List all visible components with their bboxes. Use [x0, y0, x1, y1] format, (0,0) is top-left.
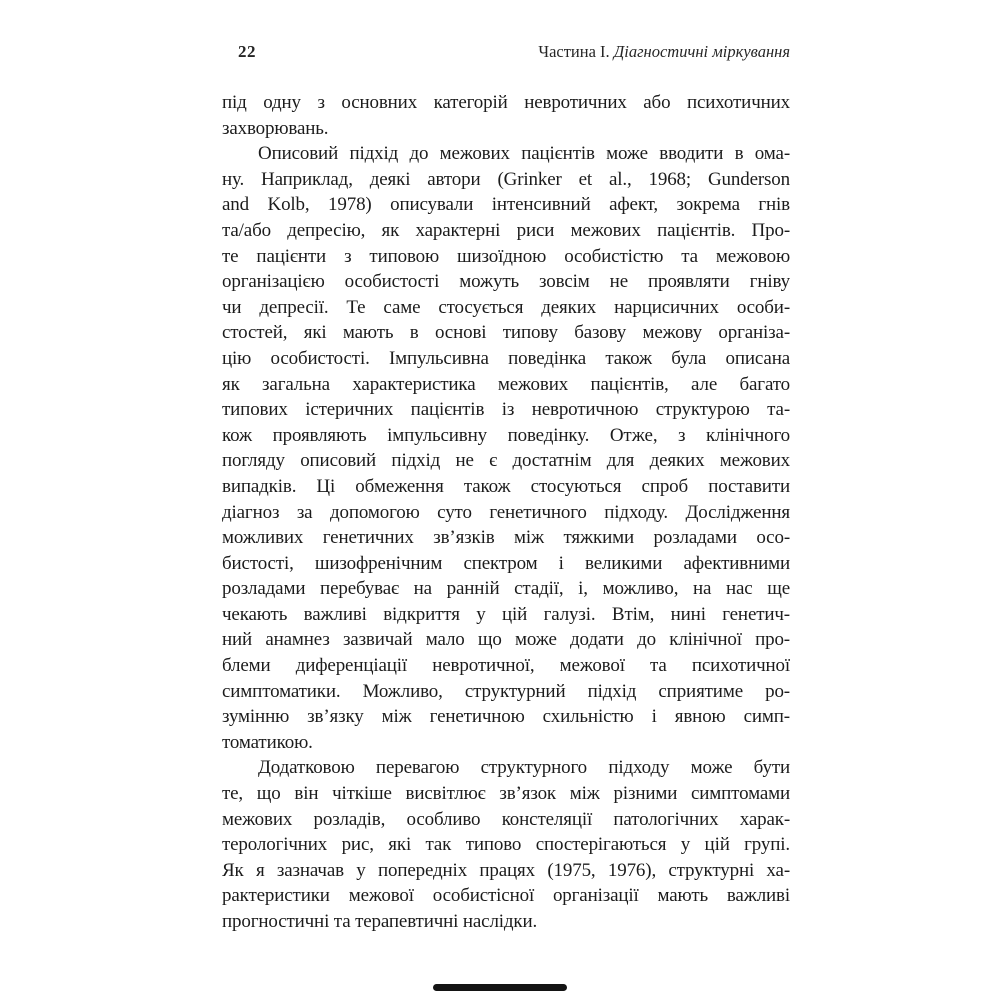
text-line: розладами перебуває на ранній стадії, і, можливо, на нас ще [222, 578, 790, 600]
text-line: Описовий підхід до межових пацієнтів може вводити в ома- [258, 143, 790, 165]
text-line: межових розладів, особливо констеляції патологічних харак- [222, 808, 790, 830]
home-indicator[interactable] [433, 984, 567, 991]
text-line: можливих генетичних зв’язків між тяжкими розладами осо- [222, 527, 790, 549]
running-head [538, 42, 790, 62]
text-line: стостей, які мають в основі типову базову межову організа- [222, 322, 790, 344]
text-line: випадків. Ці обмеження також стосуються спроб поставити [222, 475, 790, 497]
text-line: цію особистості. Імпульсивна поведінка також була описана [222, 347, 790, 369]
running-head-part: Частина І. [538, 42, 614, 61]
text-line: Як я зазначав у попередніх працях (1975, 1976), структурні ха- [222, 859, 790, 881]
text-line: те, що він чіткіше висвітлює зв’язок між різними симптомами [222, 783, 790, 805]
text-line: ну. Наприклад, деякі автори (Grinker et al., 1968; Gunderson [222, 168, 790, 190]
text-line: типових істеричних пацієнтів із невротичною структурою та- [222, 399, 790, 421]
text-line: прогностичні та терапевтичні наслідки. [222, 911, 538, 932]
text-line: організацією особистості можуть зовсім не проявляти гніву [222, 271, 790, 293]
text-line: кож проявляють імпульсивну поведінку. Отже, з клінічного [222, 424, 790, 446]
text-line: як загальна характеристика межових пацієнтів, але багато [222, 373, 790, 395]
text-line: та/або депресію, як характерні риси межових пацієнтів. Про- [222, 219, 790, 241]
page-header [222, 42, 790, 62]
text-line: симптоматики. Можливо, структурний підхід сприятиме ро- [222, 680, 790, 702]
text-line: томатикою. [222, 731, 313, 753]
text-line: терологічних рис, які так типово спостерігаються у цій групі. [222, 834, 790, 856]
text-line: під одну з основних категорій невротичних або психотичних [222, 92, 790, 113]
text-line: and Kolb, 1978) описували інтенсивний афект, зокрема гнів [222, 194, 790, 216]
text-line: ний анамнез зазвичай мало що може додати до клінічної про- [222, 629, 790, 651]
text-line: рактеристики межової особистісної організації мають важливі [222, 885, 790, 907]
page-body [222, 90, 790, 935]
text-line: Додатковою перевагою структурного підходу може бути [258, 757, 790, 779]
text-line: те пацієнти з типовою шизоїдною особистістю та межовою [222, 245, 790, 267]
text-line: блеми диференціації невротичної, межової та психотичної [222, 655, 790, 677]
running-head-title: Діагностичні міркування [613, 42, 790, 61]
text-line: зумінню зв’язку між генетичною схильністю і явною симп- [222, 706, 790, 728]
text-line: захворювань. [222, 117, 329, 139]
page-number: 22 [238, 42, 256, 61]
text-line: погляду описовий підхід не є достатнім для деяких межових [222, 450, 790, 472]
text-line: чекають важливі відкриття у цій галузі. Втім, нині генетич- [222, 603, 790, 625]
text-line: діагноз за допомогою суто генетичного підходу. Дослідження [222, 501, 790, 523]
text-line: бистості, шизофренічним спектром і великими афективними [222, 552, 790, 574]
text-line: чи депресії. Те саме стосується деяких нарцисичних особи- [222, 296, 790, 318]
